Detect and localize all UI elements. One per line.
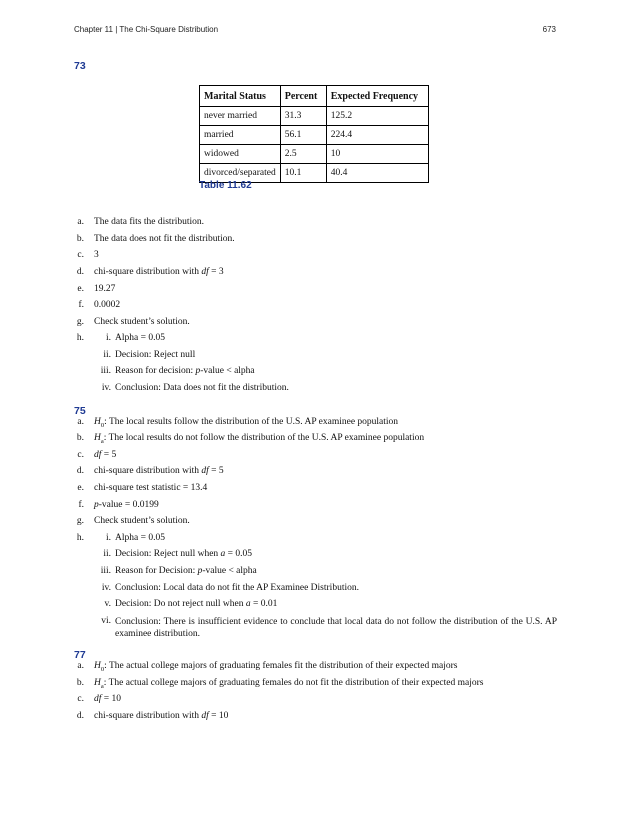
subitem-label: ii. (103, 350, 111, 360)
item-label: b. (76, 234, 84, 244)
item-text: 3 (94, 250, 99, 260)
item-text: chi-square test statistic = 13.4 (94, 483, 208, 493)
table-caption: Table 11.62 (199, 180, 252, 191)
subitem-text: Decision: Reject null when a = 0.05 (115, 549, 253, 559)
subitem-label: iv. (101, 583, 111, 593)
item-label: c. (77, 250, 84, 260)
item-text: $H_a$: The actual college majors of graduating females do not fit the distribution of their expected majors (94, 678, 484, 690)
table-cell: never married (200, 107, 281, 126)
running-header-chapter: Chapter 11 | The Chi-Square Distribution (74, 25, 219, 34)
item-label: g. (76, 516, 84, 526)
table-cell: 40.4 (326, 164, 428, 183)
item-label: g. (76, 317, 84, 327)
subitem-text: Conclusion: Local data do not fit the AP Examinee Distribution. (115, 583, 359, 593)
subitem-text: Decision: Reject null (115, 350, 196, 360)
subitem-label: ii. (103, 549, 111, 559)
item-label: c. (77, 450, 84, 460)
subitem-text: Reason for Decision: p-value < alpha (115, 566, 257, 576)
table-cell: 31.3 (280, 107, 326, 126)
item-label: d. (76, 711, 84, 721)
item-label: h. (76, 333, 84, 343)
item-label: d. (76, 267, 84, 277)
column-header: Percent (280, 86, 326, 107)
table-cell: 10 (326, 145, 428, 164)
item-label: d. (76, 466, 84, 476)
item-text: 0.0002 (94, 300, 121, 310)
item-label: b. (76, 678, 84, 688)
item-text: $H_a$: The local results do not follow the distribution of the U.S. AP examinee population (94, 433, 425, 445)
table-cell: 2.5 (280, 145, 326, 164)
subitem-text: Decision: Do not reject null when a = 0.01 (115, 599, 278, 609)
subitem-text: Alpha = 0.05 (115, 533, 165, 543)
subitem-text: Conclusion: There is insufficient evidence to conclude that local data do not follow the distribution of the U.S. AP examinee distribution. (115, 617, 557, 639)
item-text: The data fits the distribution. (94, 217, 205, 227)
item-text: $H_0$: The actual college majors of graduating females fit the distribution of their expected majors (94, 661, 458, 673)
table-header-row (200, 86, 429, 107)
table-cell: widowed (200, 145, 281, 164)
item-text: p-value = 0.0199 (94, 500, 159, 510)
section-number-77: 77 (74, 649, 86, 661)
table-cell: 56.1 (280, 126, 326, 145)
item-label: e. (77, 483, 84, 493)
table-cell: 125.2 (326, 107, 428, 126)
column-header: Expected Frequency (326, 86, 428, 107)
item-label: f. (78, 500, 84, 510)
item-text: df = 10 (94, 694, 121, 704)
item-label: h. (76, 533, 84, 543)
item-label: f. (78, 300, 84, 310)
section-number-73: 73 (74, 60, 86, 72)
item-label: c. (77, 694, 84, 704)
column-header: Marital Status (200, 86, 281, 107)
table-row (200, 107, 429, 126)
item-text: Check student’s solution. (94, 516, 190, 526)
subitem-text: Conclusion: Data does not fit the distribution. (115, 383, 289, 393)
table-row (200, 145, 429, 164)
item-text: chi-square distribution with df = 10 (94, 711, 229, 721)
item-label: a. (77, 417, 84, 427)
subitem-label: iv. (101, 383, 111, 393)
page-number: 673 (542, 25, 556, 34)
item-label: a. (77, 217, 84, 227)
table-cell: 10.1 (280, 164, 326, 183)
subitem-label: iii. (100, 566, 111, 576)
table-cell: divorced/separated (200, 164, 281, 183)
item-label: b. (76, 433, 84, 443)
item-text: 19.27 (94, 284, 116, 294)
marital-status-table (199, 85, 429, 183)
item-text: The data does not fit the distribution. (94, 234, 235, 244)
item-text: chi-square distribution with df = 3 (94, 267, 224, 277)
item-text: Check student’s solution. (94, 317, 190, 327)
item-text: chi-square distribution with df = 5 (94, 466, 224, 476)
subitem-label: vi. (101, 616, 111, 626)
table-cell: 224.4 (326, 126, 428, 145)
item-text: df = 5 (94, 450, 117, 460)
item-label: a. (77, 661, 84, 671)
subitem-label: iii. (100, 366, 111, 376)
subitem-label: i. (105, 333, 111, 343)
subitem-text: Reason for decision: p-value < alpha (115, 366, 255, 376)
subitem-text: Alpha = 0.05 (115, 333, 165, 343)
item-text: $H_0$: The local results follow the distribution of the U.S. AP examinee population (94, 417, 399, 429)
section-number-75: 75 (74, 405, 86, 417)
table-row (200, 126, 429, 145)
subitem-label: i. (105, 533, 111, 543)
subitem-label: v. (104, 599, 111, 609)
table-cell: married (200, 126, 281, 145)
item-label: e. (77, 284, 84, 294)
